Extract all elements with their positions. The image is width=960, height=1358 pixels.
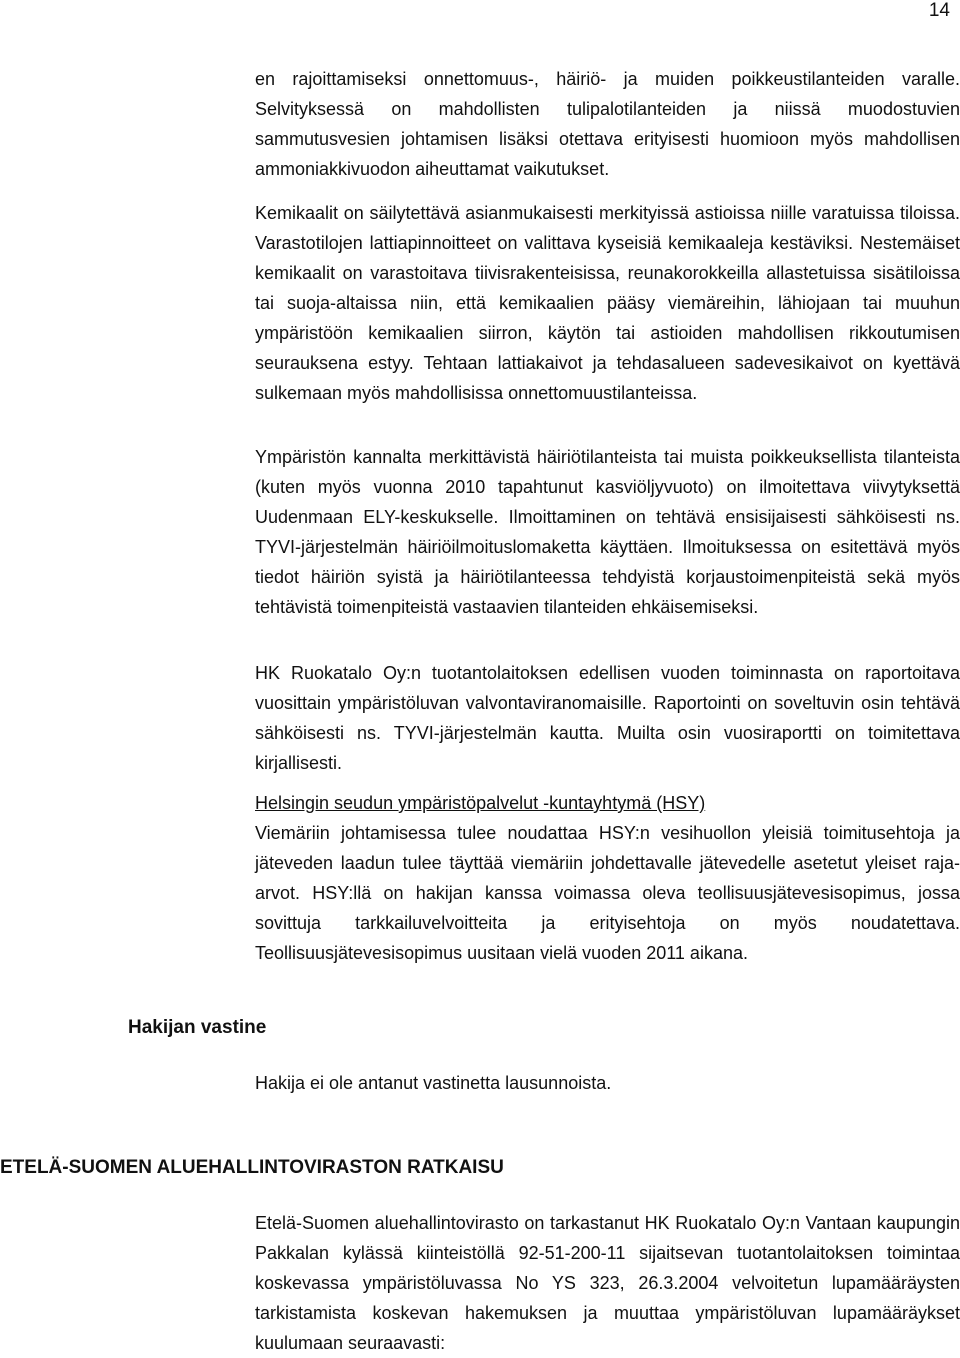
paragraph-incident-reporting: Ympäristön kannalta merkittävistä häiriötilanteista tai muista poikkeuksellista tilanteista (kuten myös vuonna 2010 tapahtunut kasviöljyvuoto) on ilmoitettava viivytyksettä Uudenmaan ELY-keskukselle. Ilmoittaminen on tehtävä ensisijaisesti sähköisesti ns. TYVI-järjestelmän häiriöilmoituslomaketta käyttäen. Ilmoituksessa on esitettävä myös tiedot häiriön syistä ja häiriötilanteessa tehdyistä korjaustoimenpiteistä sekä myös tehtävistä toimenpiteistä vastaavien tilanteiden ehkäisemiseksi. xyxy=(255,447,960,617)
paragraph-decision: Etelä-Suomen aluehallintovirasto on tarkastanut HK Ruokatalo Oy:n Vantaan kaupungin Pakkalan kylässä kiinteistöllä 92-51-200-11 sijaitsevan tuotantolaitoksen toimintaa koskevassa ympäristöluvassa No YS 323, 26.3.2004 velvoitetun lupamääräysten tarkistamista koskevan hakemuksen ja muuttaa ympäristöluvan lupamääräykset kuulumaan seuraavasti: xyxy=(255,1213,960,1353)
side-label-applicant-response: Hakijan vastine xyxy=(128,1017,267,1038)
hsy-paragraph: Viemäriin johtamisessa tulee noudattaa HSY:n vesihuollon yleisiä toimitusehtoja ja jäteveden laadun tulee täyttää viemäriin johdettavalle jätevedelle asetetut yleiset raja-arvot. HSY:llä on hakijan kanssa voimassa oleva teollisuusjätevesisopimus, jossa sovittuja tarkkailuvelvoitteita ja erityisehtoja on myös noudatettava. Teollisuusjätevesisopimus uusitaan vielä vuoden 2011 aikana. xyxy=(255,823,960,963)
paragraph-hazard-survey: en rajoittamiseksi onnettomuus-, häiriö- ja muiden poikkeustilanteiden varalle. Selvityksessä on mahdollisten tulipalotilanteiden ja niissä muodostuvien sammutusvesien johtamisen lisäksi otettava erityisesti huomioon myös mahdollisen ammoniakkivuodon aiheuttamat vaikutukset. xyxy=(255,69,960,179)
paragraph-annual-reporting: HK Ruokatalo Oy:n tuotantolaitoksen edellisen vuoden toiminnasta on raportoitava vuosittain ympäristöluvan valvontaviranomaisille. Raportointi on soveltuvin osin tehtävä sähköisesti ns. TYVI-järjestelmän kautta. Muilta osin vuosiraportti on toimitettava kirjallisesti. xyxy=(255,663,960,773)
page-number: 14 xyxy=(928,0,950,21)
paragraph-applicant-response: Hakija ei ole antanut vastinetta lausunnoista. xyxy=(255,1073,612,1093)
section-hsy xyxy=(255,788,960,968)
section-heading-decision: ETELÄ-SUOMEN ALUEHALLINTOVIRASTON RATKAISU xyxy=(0,1157,504,1178)
paragraph-chemical-storage: Kemikaalit on säilytettävä asianmukaisesti merkityissä astioissa niille varatuissa tiloissa. Varastotilojen lattiapinnoitteet on valittava kyseisiä kemikaaleja kestäviksi. Nestemäiset kemikaalit on varastoitava tiivisrakenteisissa, reunakorokkeilla allastetuissa sisätiloissa tai suoja-altaissa niin, että kemikaalien pääsy viemäreihin, lähiojaan tai muuhun ympäristöön kemikaalien siirron, käytön tai astioiden mahdollisen rikkoutumisen seurauksena estyy. Tehtaan lattiakaivot ja tehdasalueen sadevesikaivot on kyettävä sulkemaan myös mahdollisissa onnettomuustilanteissa. xyxy=(255,203,960,403)
hsy-title: Helsingin seudun ympäristöpalvelut -kuntayhtymä (HSY) xyxy=(255,793,706,813)
